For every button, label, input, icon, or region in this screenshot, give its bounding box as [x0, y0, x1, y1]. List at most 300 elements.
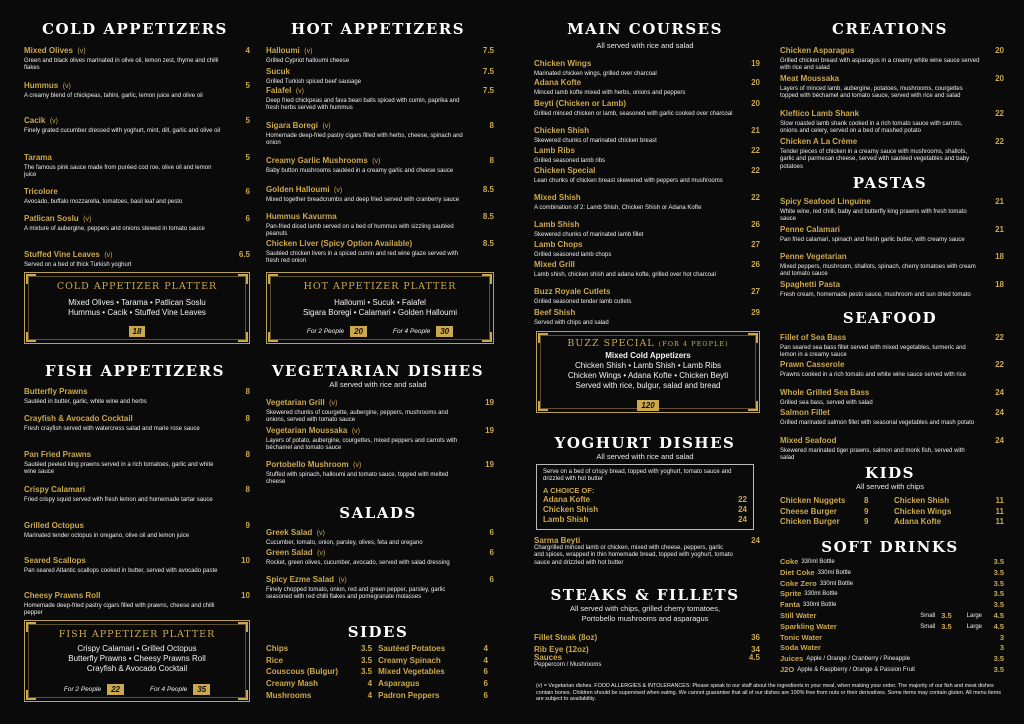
menu-item-name: Creamy Garlic Mushrooms — [266, 156, 368, 165]
menu-item-row — [534, 302, 760, 320]
menu-item-name: Crispy Calamari — [24, 485, 85, 494]
side-row — [266, 690, 494, 702]
menu-item-desc: Fresh crayfish served with watercress salad and marie rose sauce — [24, 426, 200, 432]
sauces — [534, 653, 760, 669]
menu-item-price: 8 — [489, 156, 494, 165]
vegetarian-mark: (v) — [372, 158, 381, 165]
drink-price: 3.5 — [993, 654, 1004, 664]
drink-name: Tonic Water — [780, 632, 823, 642]
sarma-name: Sarma Beyti — [534, 536, 581, 545]
drink-desc: 330ml Bottle — [803, 602, 837, 609]
menu-item-name: Fillet of Sea Bass — [780, 333, 847, 342]
menu-item — [780, 68, 1004, 101]
vegetarian-mark: (v) — [353, 462, 362, 469]
menu-item-price: 10 — [241, 556, 250, 565]
menu-item-desc: Green and black olives marinated in olive oil, lemon zest, thyme and chilli flakes — [24, 58, 219, 72]
menu-item-price: 24 — [995, 408, 1004, 417]
menu-item-desc: Served with chips and salad — [534, 320, 609, 326]
menu-item-row — [534, 53, 760, 71]
drink-name: Fanta — [780, 600, 801, 610]
menu-item-desc: Skewered chunks of courgette, aubergine, peppers, mushrooms and onions, served with tomato sauce — [266, 410, 449, 424]
menu-item — [266, 80, 494, 113]
vegetarian-mark: (v) — [49, 118, 58, 125]
menu-item-name: Cheesy Prawns Roll — [24, 591, 101, 600]
menu-item — [266, 542, 494, 567]
menu-item-price: 26 — [751, 260, 760, 269]
menu-item-price: 22 — [751, 166, 760, 175]
side-name: Padron Peppers — [378, 690, 440, 700]
menu-item-desc: Grilled seasoned lamb chops — [534, 252, 612, 258]
side-price: 4 — [367, 679, 373, 689]
drink-name: Diet Coke — [780, 567, 815, 577]
menu-item-name: Lamb Ribs — [534, 146, 575, 155]
menu-item-desc: Pan seared sea bass fillet served with mixed vegetables, turmeric and lemon in a creamy sauce — [780, 345, 966, 359]
spacer — [910, 654, 982, 665]
spacer — [837, 622, 917, 633]
hot-platter-line1: Halloumi • Sucuk • Falafel — [334, 298, 426, 307]
yoghurt-choice-box — [536, 464, 754, 530]
fish-platter-price2: 22 — [107, 684, 124, 695]
vegetarian-mark: (v) — [62, 83, 71, 90]
menu-item-name: Portobello Mushroom — [266, 460, 349, 469]
menu-item-desc: Skewered chunks of marinated chicken breast — [534, 138, 657, 144]
yoghurt-choice-item — [543, 505, 747, 515]
sauces-name: Sauces — [534, 653, 563, 662]
vegetarian-mark: (v) — [316, 530, 325, 537]
kids-name: Chicken Burger — [780, 517, 840, 526]
menu-item — [266, 233, 494, 266]
menu-item-name: Mixed Grill — [534, 260, 575, 269]
menu-item-row — [534, 187, 760, 205]
cold-platter-line2: Hummus • Cacik • Stuffed Vine Leaves — [68, 308, 206, 317]
buzz-line0: Mixed Cold Appetizers — [605, 351, 691, 360]
menu-item-desc: Layers of minced lamb, aubergine, potatoes, mushrooms, courgettes topped with béchamel and tomato sauce, served with rice and salad — [780, 86, 963, 100]
menu-item — [266, 150, 494, 175]
menu-item-name: Pan Fried Prawns — [24, 450, 92, 459]
menu-item-row — [266, 420, 494, 438]
menu-item-name: Fillet Steak (8oz) — [534, 633, 598, 642]
menu-item-title — [534, 214, 579, 232]
menu-item — [24, 479, 250, 504]
steaks-subtitle2: Portobello mushrooms and asparagus — [581, 614, 709, 623]
column-cold-fish — [20, 0, 250, 724]
menu-item-price: 21 — [995, 225, 1004, 234]
vegetarian-mark: (v) — [351, 428, 360, 435]
column-creations — [776, 0, 1004, 724]
menu-item-row — [266, 569, 494, 587]
menu-item — [24, 244, 250, 269]
menu-item-title — [266, 61, 290, 79]
buzz-title: BUZZ SPECIAL — [567, 338, 655, 349]
vegetarian-mark: (v) — [83, 216, 92, 223]
menu-item-row — [266, 206, 494, 224]
fish-platter-line1: Crispy Calamari • Grilled Octopus — [77, 644, 197, 653]
menu-item-price: 6 — [489, 548, 494, 557]
menu-item-price: 27 — [751, 287, 760, 296]
menu-item-title — [780, 131, 857, 149]
main-courses-heading: MAIN COURSES — [567, 20, 723, 38]
menu-item — [780, 402, 1004, 427]
menu-item-title — [24, 181, 58, 199]
kids-price: 11 — [995, 496, 1004, 505]
buzz-special — [536, 331, 760, 413]
menu-item-title — [24, 381, 88, 399]
menu-item-title — [534, 93, 626, 111]
menu-item-desc: A creamy blend of chickpeas, tahini, garlic, lemon juice and olive oil — [24, 93, 203, 99]
menu-item-title — [266, 569, 347, 587]
drink-desc: 330ml Bottle — [817, 569, 851, 576]
menu-item-title — [780, 40, 854, 58]
sides-list — [266, 643, 494, 702]
menu-item-row — [534, 72, 760, 90]
spacer — [915, 665, 982, 676]
menu-item-name: Lamb Chops — [534, 240, 583, 249]
vegetarian-mark: (v) — [295, 88, 304, 95]
menu-item-price: 21 — [751, 126, 760, 135]
side-name: Mixed Vegetables — [378, 667, 445, 677]
fish-appetizer-platter — [24, 620, 250, 702]
hot-platter-price2: 20 — [350, 326, 367, 337]
menu-item-price: 8.5 — [482, 212, 494, 221]
menu-item-row — [780, 274, 1004, 292]
yoghurt-box-desc: Serve on a bed of crispy bread, topped with yoghurt, tomato sauce and drizzled with hot butter — [543, 469, 732, 483]
menu-item-desc: Minced lamb kofte mixed with herbs, onions and peppers — [534, 90, 686, 96]
side-row — [266, 678, 494, 690]
vegetarian-mark: (v) — [304, 48, 313, 55]
side-price: 6 — [483, 690, 488, 700]
menu-item-name: Tarama — [24, 153, 52, 162]
menu-item-desc: Homemade deep-fried pastry cigars filled with herbs, cheese, spinach and onion — [266, 133, 463, 147]
sauces-desc: Peppercorn / Mushrooms — [534, 662, 602, 668]
menu-item-title — [780, 430, 836, 448]
menu-item-row — [266, 522, 494, 540]
menu-item-name: Hummus Kavurma — [266, 212, 337, 221]
menu-item-title — [266, 542, 325, 560]
menu-item-price: 8.5 — [482, 239, 494, 248]
yoghurt-choice-price: 22 — [738, 494, 747, 504]
drink-large-label: Large — [966, 612, 982, 619]
menu-item-row — [266, 179, 494, 197]
menu-item-title — [534, 120, 589, 138]
menu-item-name: Chicken Wings — [534, 59, 592, 68]
drink-desc: 330ml Bottle — [804, 591, 838, 598]
menu-item-desc: Lamb shish, chicken shish and adana kofte, grilled over hot charcoal — [534, 272, 716, 278]
menu-item-title — [24, 479, 85, 497]
drink-price: 3.5 — [993, 557, 1004, 566]
menu-item-desc: Prawns cooked in a rich tomato and white wine sauce served with rice — [780, 372, 967, 378]
menu-item-title — [780, 382, 869, 400]
menu-item-desc: Sautéed in butter, garlic, white wine and herbs — [24, 399, 147, 405]
side-name: Sautéed Potatoes — [378, 644, 446, 653]
menu-item-desc: Fresh cream, homemade pesto sauce, mushroom and sun dried tomato — [780, 292, 971, 298]
menu-item-name: Patlican Soslu — [24, 214, 79, 223]
spacer — [821, 643, 982, 654]
vegetarian-mark: (v) — [334, 187, 343, 194]
menu-item-desc: Finely grated cucumber dressed with yoghurt, mint, dill, garlic and olive oil — [24, 128, 221, 134]
menu-item-row — [266, 392, 494, 410]
buzz-line1: Chicken Shish • Lamb Shish • Lamb Ribs — [574, 361, 722, 370]
drink-price: 3.5 — [993, 664, 1004, 674]
vegetarian-subtitle: All served with rice and salad — [329, 380, 427, 389]
menu-item-name: Beyti (Chicken or Lamb) — [534, 99, 627, 108]
menu-item-row — [534, 140, 760, 158]
menu-item-title — [780, 68, 839, 86]
menu-item-name: Penne Vegetarian — [780, 252, 847, 261]
side-name: Rice — [266, 655, 283, 665]
menu-item-price: 24 — [995, 436, 1004, 445]
menu-item-title — [534, 254, 575, 272]
side-name: Asparagus — [378, 679, 420, 689]
menu-item-row — [780, 103, 1004, 121]
menu-item-row — [534, 254, 760, 272]
menu-item-title — [534, 140, 575, 158]
fish-platter-for4: For 4 People — [150, 686, 188, 693]
menu-item-row — [24, 550, 250, 568]
menu-item — [24, 181, 250, 206]
menu-item-desc: Skewered chunks of marinated lamb fillet — [534, 232, 644, 238]
menu-item-title — [534, 187, 581, 205]
menu-item-desc: A combination of 2: Lamb Shish, Chicken Shish or Adana Kofte — [534, 205, 702, 211]
menu-item — [24, 444, 250, 477]
menu-item-title — [266, 206, 337, 224]
yoghurt-choice-item — [543, 515, 747, 525]
column-mains — [530, 0, 760, 724]
drink-price: 3 — [999, 643, 1004, 653]
menu-item-name: Grilled Octopus — [24, 521, 85, 530]
menu-item — [24, 147, 250, 180]
menu-item-price: 6 — [245, 214, 250, 223]
menu-item-price: 20 — [995, 46, 1004, 55]
menu-item-price: 18 — [995, 252, 1004, 261]
menu-item-row — [266, 40, 494, 58]
menu-item-desc: Grilled chicken breast with asparagus in a creamy white wine sauce served with rice and salad — [780, 58, 980, 72]
menu-item-title — [780, 246, 847, 264]
menu-item-desc: A mixture of aubergine, peppers and onions stewed in tomato sauce — [24, 226, 205, 232]
menu-item-price: 6.5 — [238, 250, 250, 259]
drink-name: Sprite — [780, 589, 802, 599]
menu-item-desc: Layers of potato, aubergine, courgettes, mixed peppers and carrots with béchamel and tomato sauce — [266, 438, 458, 452]
drink-row — [780, 557, 1004, 568]
cold-platter-title: COLD APPETIZER PLATTER — [56, 281, 218, 292]
menu-item-name: Greek Salad — [266, 528, 313, 537]
menu-item-desc: Pan seared Atlantic scallops cooked in butter, served with avocado paste — [24, 568, 218, 574]
menu-item-desc: White wine, red chilli, baby and butterfly king prawns with fresh tomato sauce — [780, 209, 967, 223]
menu-item-name: Mixed Shish — [534, 193, 581, 202]
menu-item-price: 18 — [995, 280, 1004, 289]
drink-large-label: Large — [966, 623, 982, 630]
menu-item-row — [24, 444, 250, 462]
menu-item — [24, 550, 250, 575]
menu-item — [24, 208, 250, 233]
menu-item-title — [24, 208, 91, 226]
menu-item — [24, 381, 250, 406]
menu-item-price: 7.5 — [482, 86, 494, 95]
menu-item-name: Stuffed Vine Leaves — [24, 250, 100, 259]
fish-platter-line3: Crayfish & Avocado Cocktail — [86, 664, 188, 673]
menu-item-title — [534, 53, 591, 71]
menu-item-title — [780, 191, 871, 209]
seafood-heading: SEAFOOD — [842, 309, 938, 327]
hot-appetizer-platter — [266, 272, 494, 344]
side-name: Creamy Mash — [266, 679, 319, 689]
menu-item-title — [24, 147, 52, 165]
menu-item-row — [24, 244, 250, 262]
sauces-price: 4.5 — [748, 653, 760, 662]
yoghurt-choice-item — [543, 495, 747, 505]
buzz-line2: Chicken Wings • Adana Kofte • Chicken Beyti — [567, 371, 729, 380]
side-price: 6 — [483, 679, 488, 689]
menu-item-price: 9 — [245, 521, 250, 530]
drink-price: 3 — [999, 632, 1004, 642]
menu-item-desc: Marinated tender octopus in oregano, olive oil and lemon juice — [24, 533, 190, 539]
kids-name: Cheese Burger — [780, 506, 837, 516]
menu-item-price: 19 — [485, 398, 494, 407]
drink-price: 4.5 — [993, 621, 1004, 631]
spacer — [851, 568, 982, 579]
drink-row — [780, 622, 1004, 633]
drink-name: J2O — [780, 664, 795, 674]
menu-item — [534, 93, 760, 118]
menu-item — [534, 187, 760, 212]
side-name: Mushrooms — [266, 690, 312, 700]
drink-row — [780, 600, 1004, 611]
buzz-price: 120 — [637, 400, 658, 411]
hot-platter-title: HOT APPETIZER PLATTER — [303, 281, 457, 292]
menu-item-title — [24, 444, 91, 462]
menu-item-title — [780, 402, 830, 420]
vegetarian-mark: (v) — [329, 400, 338, 407]
kids-price: 8 — [864, 496, 869, 505]
menu-item-title — [266, 179, 342, 197]
menu-item-price: 20 — [751, 99, 760, 108]
kids-name: Chicken Wings — [894, 506, 952, 516]
fish-platter-title: FISH APPETIZER PLATTER — [58, 629, 216, 640]
menu-item-title — [534, 234, 582, 252]
menu-item-desc: Pan fried calamari, spinach and fresh garlic butter, with creamy sauce — [780, 237, 965, 243]
menu-item-desc: Skewered marinated tiger prawns, salmon and monk fish, served with salad — [780, 448, 965, 462]
side-price: 4 — [367, 690, 373, 700]
menu-item-price: 27 — [751, 240, 760, 249]
menu-item-name: Whole Grilled Sea Bass — [780, 388, 870, 397]
drink-small-label: Small — [920, 612, 936, 619]
yoghurt-choice-price: 24 — [738, 504, 747, 514]
salads-heading: SALADS — [339, 504, 417, 522]
side-name: Couscous (Bulgur) — [266, 667, 338, 677]
menu-item-price: 8 — [489, 121, 494, 130]
menu-item-desc: Baby button mushrooms sautéed in a creamy garlic and cheese sauce — [266, 168, 454, 174]
menu-item-name: Falafel — [266, 86, 292, 95]
menu-item-name: Spaghetti Pasta — [780, 280, 841, 289]
menu-item-price: 29 — [751, 308, 760, 317]
drink-row — [780, 568, 1004, 579]
allergy-footer: (v) = Vegetarian dishes. FOOD ALLERGIES & INTOLERANCES: Please speak to our staff about the ingredients in your meal, when making your order. The majority of our fish and meat dishes contain bones. Children should be supervised when eating. We cannot guarantee that all of our dishes are 100% free from nuts or their derivatives. Some items may contain gluten. All menu items are subject to availability. — [536, 683, 1001, 703]
menu-item-title — [780, 219, 840, 237]
menu-item-row — [534, 281, 760, 299]
menu-item-title — [534, 281, 610, 299]
menu-item-price: 24 — [995, 388, 1004, 397]
menu-item-desc: Served on a bed of thick Turkish yoghurt — [24, 262, 132, 268]
menu-item-name: Chicken Special — [534, 166, 596, 175]
menu-item-desc: Fried crispy squid served with fresh lemon and homemade tartar sauce — [24, 497, 213, 503]
menu-item-title — [266, 115, 331, 133]
menu-item-row — [24, 208, 250, 226]
menu-item-row — [780, 354, 1004, 372]
menu-item-title — [534, 302, 575, 320]
menu-item-desc: Slow roasted lamb shank cooked in a rich tomato sauce with carrots, onions and celery, served on a bed of mashed potato — [780, 121, 963, 135]
menu-item-name: Seared Scallops — [24, 556, 86, 565]
menu-item-name: Chicken A La Crème — [780, 137, 858, 146]
fish-appetizers-heading: FISH APPETIZERS — [45, 362, 225, 380]
menu-item-price: 22 — [751, 193, 760, 202]
kids-row — [780, 517, 1004, 528]
menu-item-row — [780, 191, 1004, 209]
kids-price: 9 — [864, 506, 869, 516]
spacer — [816, 611, 917, 622]
menu-item-name: Prawn Casserole — [780, 360, 845, 369]
menu-item-name: Chicken Shish — [534, 126, 590, 135]
menu-item-row — [266, 454, 494, 472]
menu-item-row — [780, 219, 1004, 237]
hot-platter-line2: Sigara Boregi • Calamari • Golden Halloumi — [302, 308, 458, 317]
menu-item-price: 8 — [245, 450, 250, 459]
menu-item-desc: Mixed together breadcrumbs and deep fried served with cranberry sauce — [266, 197, 460, 203]
menu-item-name: Spicy Seafood Linguine — [780, 197, 871, 206]
menu-item-name: Vegetarian Moussaka — [266, 426, 348, 435]
menu-item-desc: Grilled Turkish spiced beef sausage — [266, 79, 362, 85]
menu-item-row — [24, 479, 250, 497]
menu-item-price: 6 — [245, 187, 250, 196]
spacer — [835, 557, 982, 568]
buzz-line3: Served with rice, bulgur, salad and bread — [575, 381, 721, 390]
menu-item — [780, 274, 1004, 299]
drink-price: 3.5 — [993, 600, 1004, 610]
menu-item-price: 8 — [245, 485, 250, 494]
menu-item-desc: Lean chunks of chicken breast skewered with peppers and mushrooms — [534, 178, 723, 184]
menu-item-desc: The famous pink sauce made from puréed cod roe, olive oil and lemon juice — [24, 165, 212, 179]
kids-name: Chicken Shish — [894, 496, 950, 505]
yoghurt-choice-name: Chicken Shish — [543, 504, 599, 514]
drink-name: Coke — [780, 557, 799, 566]
creations-heading: CREATIONS — [832, 20, 948, 38]
kids-price: 9 — [864, 517, 869, 526]
menu-item-price: 8 — [245, 414, 250, 423]
drink-desc: 330ml Bottle — [801, 559, 835, 565]
menu-item-name: Green Salad — [266, 548, 313, 557]
menu-item-name: Cacik — [24, 116, 46, 125]
menu-item — [780, 219, 1004, 244]
menu-item-price: 22 — [995, 333, 1004, 342]
yoghurt-choice-label: A CHOICE OF: — [543, 485, 595, 495]
menu-item-desc: Avocado, buffalo mozzarella, tomatoes, basil leaf and pesto — [24, 199, 183, 205]
menu-item-title — [24, 110, 58, 128]
menu-item-row — [780, 382, 1004, 400]
menu-item-name: Rib Eye (12oz) — [534, 645, 589, 654]
spacer — [822, 633, 982, 644]
menu-item-title — [266, 420, 360, 438]
menu-item-title — [780, 103, 859, 121]
menu-item-name: Sucuk — [266, 67, 291, 76]
yoghurt-dishes-heading: YOGHURT DISHES — [554, 434, 736, 452]
menu-item-row — [780, 430, 1004, 448]
menu-item-title — [780, 327, 846, 345]
menu-item-row — [24, 515, 250, 533]
drink-name: Coke Zero — [780, 578, 817, 588]
menu-item — [780, 131, 1004, 171]
menu-item-price: 6 — [489, 575, 494, 584]
menu-item-title — [266, 150, 380, 168]
sarma-price: 24 — [751, 536, 760, 545]
menu-item-name: Meat Moussaka — [780, 74, 840, 83]
